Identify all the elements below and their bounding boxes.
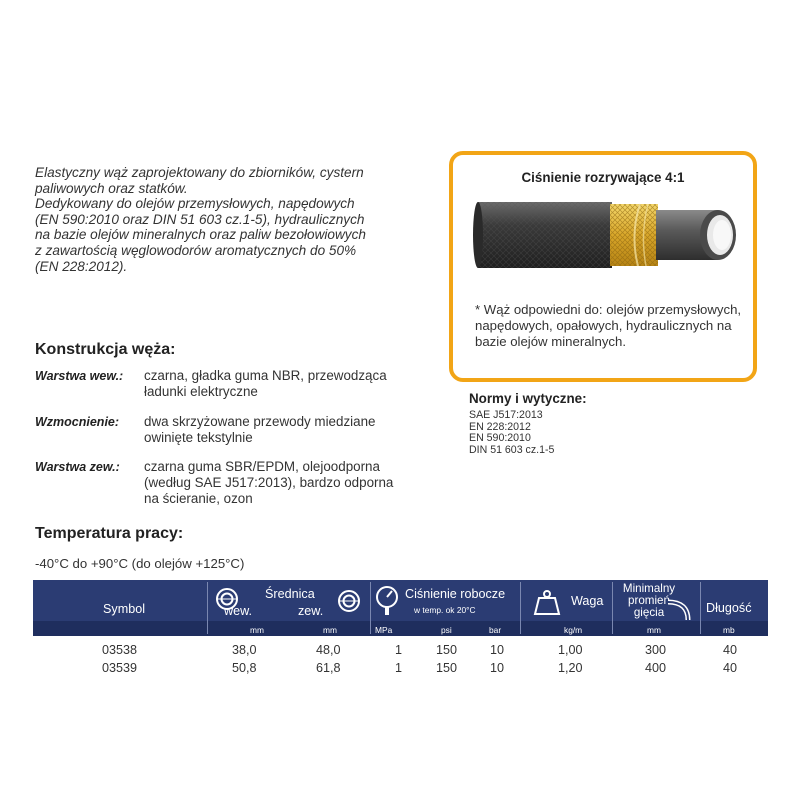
diameter-header: Średnica (265, 587, 315, 601)
weight-header: Waga (571, 594, 604, 608)
unit-bend: mm (647, 625, 661, 635)
table-row (0, 643, 800, 661)
norms-title: Normy i wytyczne: (469, 391, 587, 406)
header-divider (520, 582, 521, 634)
norm-item: DIN 51 603 cz.1-5 (469, 443, 555, 456)
inner-layer-value: czarna, gładka guma NBR, przewodząca ładunki elektryczne (144, 368, 387, 399)
cell-bend: 400 (645, 661, 667, 675)
description-line: na bazie olejów mineralnych oraz paliw bezołowiowych (35, 227, 366, 243)
unit-length: mb (723, 625, 735, 635)
norm-item: SAE J517:2013 (469, 409, 543, 421)
norm-item: EN 228:2012 (469, 420, 531, 433)
inner-layer-label: Warstwa wew.: (35, 369, 124, 383)
outer-layer-label: Warstwa zew.: (35, 460, 120, 474)
cell-bar: 10 (490, 661, 505, 675)
length-header: Długość (706, 601, 752, 615)
cell-bar: 10 (490, 643, 505, 657)
bend-radius-line: Minimalny (622, 582, 676, 595)
construction-title: Konstrukcja węża: (35, 341, 176, 358)
cell-length: 40 (723, 661, 738, 675)
header-divider (612, 582, 613, 634)
burst-pressure-title: Ciśnienie rozrywające 4:1 (521, 170, 685, 185)
norms-list (469, 410, 554, 456)
description-line: Dedykowany do olejów przemysłowych, napędowych (35, 196, 355, 212)
cell-outer: 48,0 (316, 643, 341, 657)
cell-psi: 150 (436, 643, 458, 657)
unit-weight: kg/m (564, 625, 583, 635)
cell-weight: 1,00 (558, 643, 583, 657)
cell-inner: 38,0 (232, 643, 257, 657)
cell-mpa: 1 (395, 643, 403, 657)
description-line: Elastyczny wąż zaprojektowany do zbiorników, cystern (35, 165, 364, 180)
description-line: paliwowych oraz statków. (35, 180, 188, 196)
outer-diameter-icon (336, 588, 362, 614)
pressure-gauge-icon (374, 584, 400, 618)
description-line: (EN 590:2010 oraz DIN 51 603 cz.1-5), hydraulicznych (35, 211, 365, 227)
suitability-note: * Wąż odpowiedni do: olejów przemysłowych, napędowych, opałowych, hydraulicznych na bazie olejów mineralnych. (475, 302, 742, 349)
cell-length: 40 (723, 643, 738, 657)
description-line: (EN 228:2012). (35, 258, 128, 274)
outer-layer-value: czarna guma SBR/EPDM, olejoodporna (według SAE J517:2013), bardzo odporna na ścieranie, ozon (144, 459, 394, 506)
cell-bend: 300 (645, 643, 667, 657)
cell-mpa: 1 (395, 661, 403, 675)
symbol-header: Symbol (103, 602, 145, 616)
bend-radius-icon (664, 598, 694, 622)
table-row (0, 661, 800, 679)
temperature-value: -40°C do +90°C (do olejów +125°C) (35, 556, 245, 571)
hose-illustration (470, 190, 750, 280)
cell-weight: 1,20 (558, 661, 583, 675)
unit-outer: mm (323, 625, 337, 635)
header-divider (700, 582, 701, 634)
inner-diameter-header: wew. (224, 604, 252, 618)
unit-bar: bar (489, 625, 502, 635)
header-divider (207, 582, 208, 634)
unit-mpa: MPa (375, 625, 393, 635)
outer-diameter-header: zew. (298, 604, 324, 618)
unit-inner: mm (250, 625, 264, 635)
description-line: z zawartością węglowodorów aromatycznych do 50% (35, 242, 357, 258)
pressure-subheader: w temp. ok 20°C (414, 605, 476, 615)
cell-outer: 61,8 (316, 661, 341, 675)
bend-radius-line: promień (628, 594, 670, 607)
reinforcement-label: Wzmocnienie: (35, 415, 120, 429)
product-description (35, 165, 410, 274)
header-divider (370, 582, 371, 634)
cell-psi: 150 (436, 661, 458, 675)
cell-inner: 50,8 (232, 661, 257, 675)
norm-item: EN 590:2010 (469, 432, 531, 444)
cell-symbol: 03539 (102, 661, 138, 675)
cell-symbol: 03538 (102, 643, 138, 657)
bend-radius-line: gięcia (633, 606, 665, 619)
weight-icon (532, 589, 562, 617)
reinforcement-value: dwa skrzyżowane przewody miedziane owinięte tekstylnie (144, 414, 376, 445)
unit-psi: psi (441, 625, 452, 635)
pressure-header: Ciśnienie robocze (405, 587, 506, 601)
temperature-title: Temperatura pracy: (35, 525, 184, 542)
